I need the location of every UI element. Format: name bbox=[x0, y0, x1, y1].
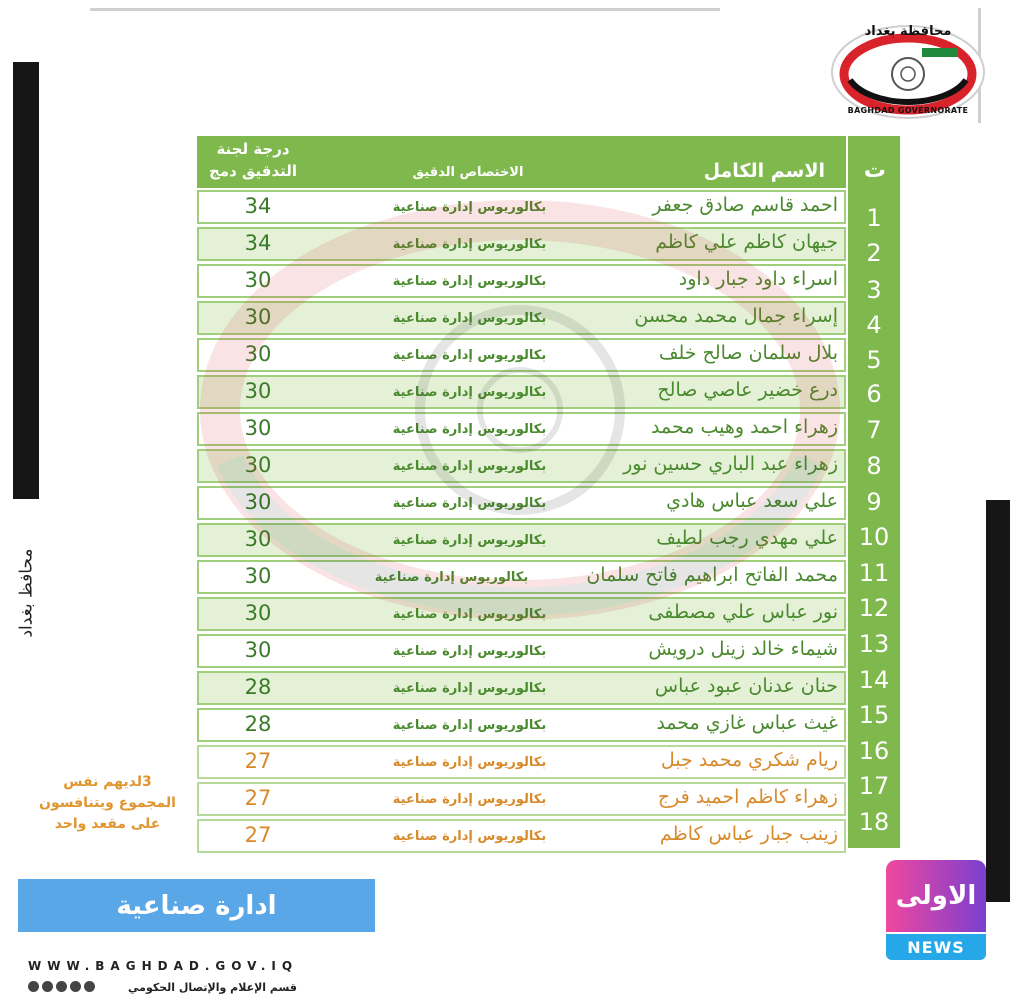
row-number: 17 bbox=[858, 772, 890, 800]
row-score: 30 bbox=[244, 268, 272, 292]
calligraphy-signature bbox=[5, 540, 49, 645]
row-number: 13 bbox=[858, 630, 890, 658]
row-number: 11 bbox=[858, 559, 890, 587]
banner-title: ادارة صناعية bbox=[116, 890, 277, 921]
table-row bbox=[197, 745, 846, 779]
row-name: اسراء داود جبار داود bbox=[678, 268, 838, 290]
row-number: 16 bbox=[858, 737, 890, 765]
row-score: 27 bbox=[244, 749, 272, 773]
twitter-icon bbox=[84, 981, 95, 992]
department-banner bbox=[18, 879, 375, 932]
row-number: 14 bbox=[858, 666, 890, 694]
row-number: 5 bbox=[866, 346, 882, 374]
governorate-logo bbox=[828, 18, 988, 122]
row-spec: بكالوريوس إدارة صناعية bbox=[392, 533, 547, 548]
news-logo-top bbox=[886, 860, 986, 932]
right-dark-bar bbox=[986, 500, 1010, 902]
row-name: احمد قاسم صادق جعفر bbox=[652, 194, 838, 216]
row-name: غيث عباس غازي محمد bbox=[656, 712, 838, 734]
row-score: 30 bbox=[244, 490, 272, 514]
row-score: 30 bbox=[244, 416, 272, 440]
left-dark-bar bbox=[13, 62, 39, 499]
row-spec: بكالوريوس إدارة صناعية bbox=[392, 644, 547, 659]
row-number: 6 bbox=[866, 380, 882, 408]
news-logo-label: NEWS bbox=[907, 937, 965, 957]
department-name: قسم الإعلام والإتصال الحكومي bbox=[128, 981, 297, 994]
instagram-icon bbox=[42, 981, 53, 992]
header-score bbox=[197, 138, 309, 182]
row-score: 28 bbox=[244, 675, 272, 699]
table-row bbox=[197, 597, 846, 631]
row-spec: بكالوريوس إدارة صناعية bbox=[392, 755, 547, 770]
calligraphy-text: محافظ بغداد bbox=[17, 547, 38, 638]
row-spec: بكالوريوس إدارة صناعية bbox=[392, 274, 547, 289]
row-name: درع خضير عاصي صالح bbox=[657, 379, 838, 401]
row-spec: بكالوريوس إدارة صناعية bbox=[392, 459, 547, 474]
news-logo bbox=[886, 860, 986, 960]
header-score-line2: التدقيق دمج bbox=[208, 162, 298, 180]
row-score: 30 bbox=[244, 527, 272, 551]
row-name: زينب جبار عباس كاظم bbox=[659, 823, 838, 845]
table-row bbox=[197, 227, 846, 261]
row-score: 30 bbox=[244, 638, 272, 662]
note-line-2: المجموع ويتنافسون bbox=[39, 795, 176, 811]
row-spec: بكالوريوس إدارة صناعية bbox=[392, 237, 547, 252]
row-name: شيماء خالد زينل درويش bbox=[648, 638, 838, 660]
table-row bbox=[197, 375, 846, 409]
results-table bbox=[197, 136, 900, 848]
table-row bbox=[197, 782, 846, 816]
row-score: 30 bbox=[244, 564, 272, 588]
table-row bbox=[197, 486, 846, 520]
table-row bbox=[197, 264, 846, 298]
frame-top-line bbox=[90, 8, 720, 11]
table-row bbox=[197, 301, 846, 335]
row-score: 30 bbox=[244, 601, 272, 625]
row-spec: بكالوريوس إدارة صناعية bbox=[392, 200, 547, 215]
header-specialization: الاختصاص الدقيق bbox=[412, 165, 524, 180]
row-name: زهراء كاظم احميد فرج bbox=[657, 786, 838, 808]
row-name: جيهان كاظم علي كاظم bbox=[655, 231, 838, 253]
table-row bbox=[197, 338, 846, 372]
table-row bbox=[197, 634, 846, 668]
news-logo-bottom bbox=[886, 934, 986, 960]
row-name: علي مهدي رجب لطيف bbox=[656, 527, 838, 549]
note-line-1: 3لديهم نفس bbox=[63, 774, 152, 790]
row-name: علي سعد عباس هادي bbox=[666, 490, 838, 512]
row-number: 2 bbox=[866, 239, 882, 267]
header-number: ت bbox=[863, 158, 886, 183]
row-number: 3 bbox=[866, 276, 882, 304]
row-score: 30 bbox=[244, 305, 272, 329]
logo-title: محافظة بغداد bbox=[864, 24, 952, 39]
row-number: 12 bbox=[858, 594, 890, 622]
table-row bbox=[197, 560, 846, 594]
row-score: 30 bbox=[244, 342, 272, 366]
row-name: محمد الفاتح ابراهيم فاتح سلمان bbox=[586, 564, 838, 586]
table-row bbox=[197, 523, 846, 557]
logo-english-name: BAGHDAD GOVERNORATE bbox=[847, 106, 969, 115]
row-spec: بكالوريوس إدارة صناعية bbox=[392, 607, 547, 622]
note-line-3: على مقعد واحد bbox=[54, 816, 161, 832]
row-name: زهراء عبد الباري حسين نور bbox=[623, 453, 838, 475]
social-icons bbox=[28, 981, 95, 992]
row-name: ريام شكري محمد جبل bbox=[660, 749, 838, 771]
row-spec: بكالوريوس إدارة صناعية bbox=[392, 829, 547, 844]
row-spec: بكالوريوس إدارة صناعية bbox=[374, 570, 529, 585]
news-logo-main: الاولى bbox=[895, 881, 977, 911]
row-score: 27 bbox=[244, 823, 272, 847]
facebook-icon bbox=[28, 981, 39, 992]
header-full-name: الاسم الكامل bbox=[703, 160, 825, 182]
row-number: 15 bbox=[858, 701, 890, 729]
youtube-icon bbox=[56, 981, 67, 992]
row-name: نور عباس علي مصطفى bbox=[648, 601, 838, 623]
row-name: إسراء جمال محمد محسن bbox=[634, 305, 838, 327]
table-row bbox=[197, 412, 846, 446]
row-spec: بكالوريوس إدارة صناعية bbox=[392, 681, 547, 696]
row-score: 28 bbox=[244, 712, 272, 736]
row-name: حنان عدنان عبود عباس bbox=[654, 675, 838, 697]
row-spec: بكالوريوس إدارة صناعية bbox=[392, 792, 547, 807]
row-score: 34 bbox=[244, 231, 272, 255]
row-name: زهراء احمد وهيب محمد bbox=[651, 416, 838, 438]
tie-note bbox=[25, 772, 190, 835]
row-spec: بكالوريوس إدارة صناعية bbox=[392, 385, 547, 400]
telegram-icon bbox=[70, 981, 81, 992]
row-number: 1 bbox=[866, 204, 882, 232]
row-number: 7 bbox=[866, 416, 882, 444]
row-spec: بكالوريوس إدارة صناعية bbox=[392, 311, 547, 326]
row-score: 27 bbox=[244, 786, 272, 810]
header-score-line1: درجة لجنة bbox=[216, 140, 290, 158]
website-url: WWW.BAGHDAD.GOV.IQ bbox=[28, 959, 299, 973]
row-name: بلال سلمان صالح خلف bbox=[658, 342, 838, 364]
row-score: 34 bbox=[244, 194, 272, 218]
row-spec: بكالوريوس إدارة صناعية bbox=[392, 496, 547, 511]
row-spec: بكالوريوس إدارة صناعية bbox=[392, 422, 547, 437]
row-number: 9 bbox=[866, 488, 882, 516]
table-row bbox=[197, 708, 846, 742]
row-number: 8 bbox=[866, 452, 882, 480]
table-row bbox=[197, 190, 846, 224]
row-spec: بكالوريوس إدارة صناعية bbox=[392, 348, 547, 363]
row-score: 30 bbox=[244, 379, 272, 403]
table-row bbox=[197, 671, 846, 705]
table-row bbox=[197, 449, 846, 483]
row-number: 4 bbox=[866, 311, 882, 339]
row-number: 18 bbox=[858, 808, 890, 836]
row-number: 10 bbox=[858, 523, 890, 551]
row-score: 30 bbox=[244, 453, 272, 477]
row-spec: بكالوريوس إدارة صناعية bbox=[392, 718, 547, 733]
table-row bbox=[197, 819, 846, 853]
